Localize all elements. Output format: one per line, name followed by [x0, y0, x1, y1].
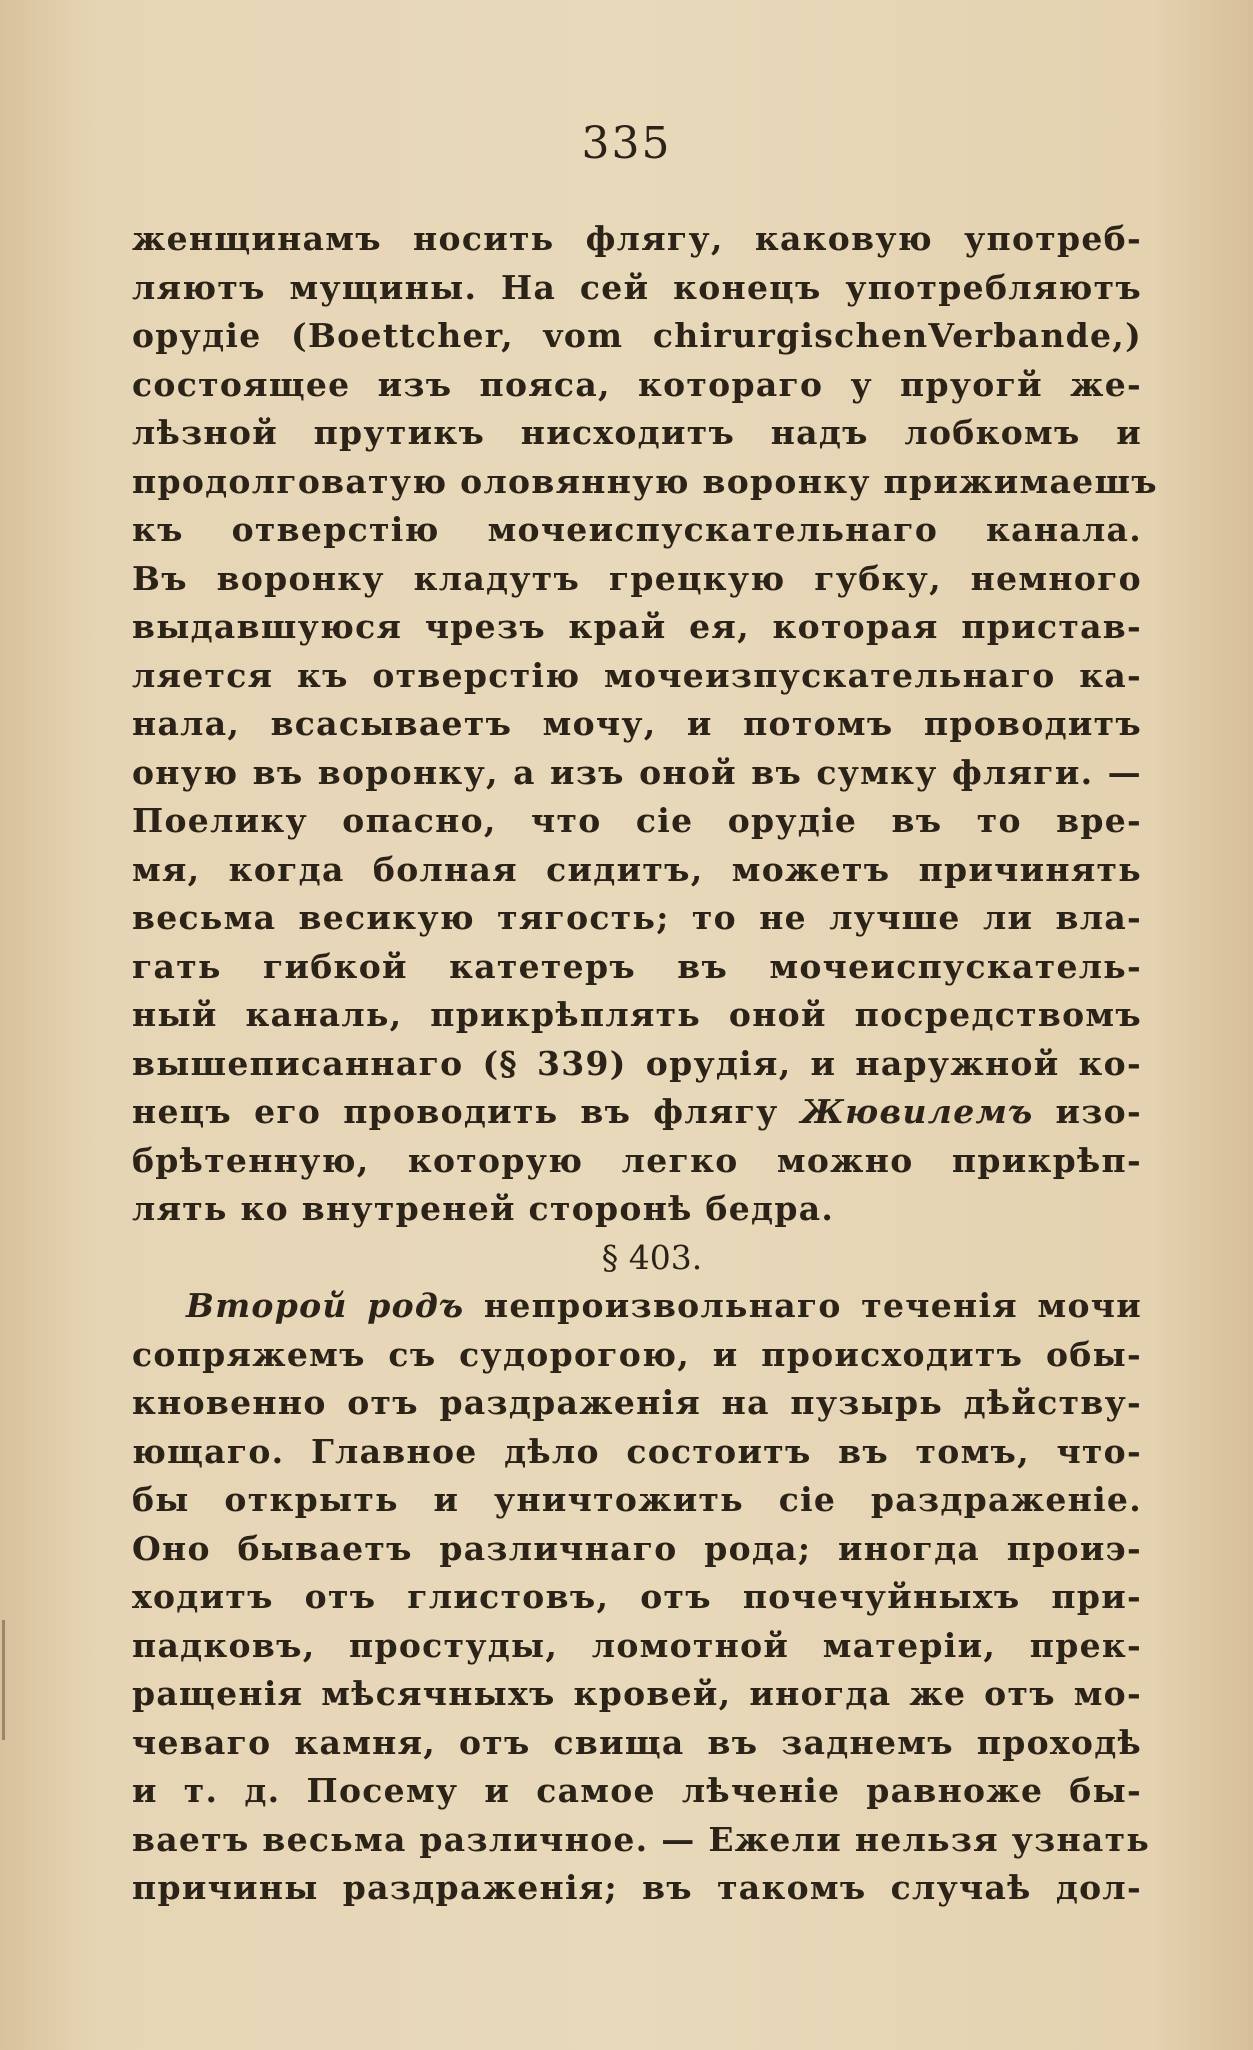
text-line: оную въ воронку, а изъ оной въ сумку фляги. — — [132, 752, 1142, 792]
text-line: ляютъ мущины. На сей конецъ употребляютъ — [132, 267, 1142, 307]
text-segment: непроизвольнаго теченія мочи — [483, 1286, 1142, 1325]
text-line: ваетъ весьма различное. — Ежели нельзя узнать — [132, 1819, 1151, 1859]
text-line: лять ко внутреней сторонѣ бедра. — [132, 1189, 835, 1228]
text-line: весьма весикую тягость; то не лучше ли вла- — [132, 898, 1142, 937]
text-line: брѣтенную, которую легко можно прикрѣп- — [132, 1140, 1142, 1180]
text-line: кновенно отъ раздраженія на пузырь дѣйству- — [132, 1383, 1142, 1422]
text-line: ный каналь, прикрѣплять оной посредствомъ — [132, 995, 1142, 1034]
text-line: гать гибкой катетеръ въ мочеиспускатель- — [132, 946, 1142, 986]
section-heading: § 403. — [601, 1237, 703, 1277]
text-line: выдавшуюся чрезъ край ея, которая пристав- — [132, 607, 1142, 646]
text-line: женщинамъ носить флягу, каковую употреб- — [132, 219, 1142, 258]
text-line: и т. д. Посему и самое лѣченіе равноже бы- — [132, 1771, 1142, 1810]
text-line: ращенія мѣсячныхъ кровей, иногда же отъ мо- — [132, 1674, 1142, 1713]
text-line: падковъ, простуды, ломотной матеріи, прек- — [132, 1625, 1142, 1665]
text-segment: изо- — [1055, 1092, 1142, 1131]
italic-name: Жювилемъ — [800, 1092, 1034, 1131]
text-line: Оно бываетъ различнаго рода; иногда проиэ- — [132, 1528, 1142, 1568]
text-line: Поелику опасно, что сіе орудіе въ то вре- — [132, 801, 1142, 840]
page-edge-shadow — [2, 1620, 5, 1740]
text-line: ляется къ отверстію мочеизпускательнаго ка- — [132, 655, 1142, 695]
text-line: причины раздраженія; въ такомъ случаѣ дол- — [132, 1868, 1142, 1907]
text-line: орудіе (Boettcher, vom chirurgischenVerbande,) — [132, 316, 1142, 355]
text-line-with-name — [132, 1088, 1142, 1137]
text-line: ходитъ отъ глистовъ, отъ почечуйныхъ при- — [132, 1577, 1142, 1616]
text-line: лѣзной прутикъ нисходитъ надъ лобкомъ и — [132, 413, 1142, 452]
page-number: 335 — [581, 118, 672, 169]
text-line: Въ воронку кладутъ грецкую губку, немного — [132, 558, 1142, 598]
text-line: чеваго камня, отъ свища въ заднемъ проходѣ — [132, 1722, 1142, 1762]
text-line: вышеписаннаго (§ 339) орудія, и наружной ко- — [132, 1043, 1142, 1083]
paragraph-continuation — [132, 215, 1158, 1913]
text-line: къ отверстію мочеиспускательнаго канала. — [132, 510, 1142, 549]
text-line: бы открыть и уничтожить сіе раздраженіе. — [132, 1480, 1142, 1519]
text-line: мя, когда болная сидитъ, можетъ причинять — [132, 849, 1142, 889]
italic-term: Второй родъ — [186, 1286, 465, 1325]
text-segment: нецъ его проводить въ флягу — [132, 1092, 779, 1131]
text-line: сопряжемъ съ судорогою, и происходитъ обы- — [132, 1334, 1142, 1374]
text-line: ющаго. Главное дѣло состоитъ въ томъ, что- — [132, 1431, 1142, 1471]
text-line: состоящее изъ пояса, котораго у пруогй же- — [132, 364, 1142, 404]
text-line: нала, всасываетъ мочу, и потомъ проводитъ — [132, 704, 1142, 743]
paragraph-first-line — [132, 1282, 1142, 1331]
text-line: продолговатую оловянную воронку прижимаешъ — [132, 461, 1158, 501]
